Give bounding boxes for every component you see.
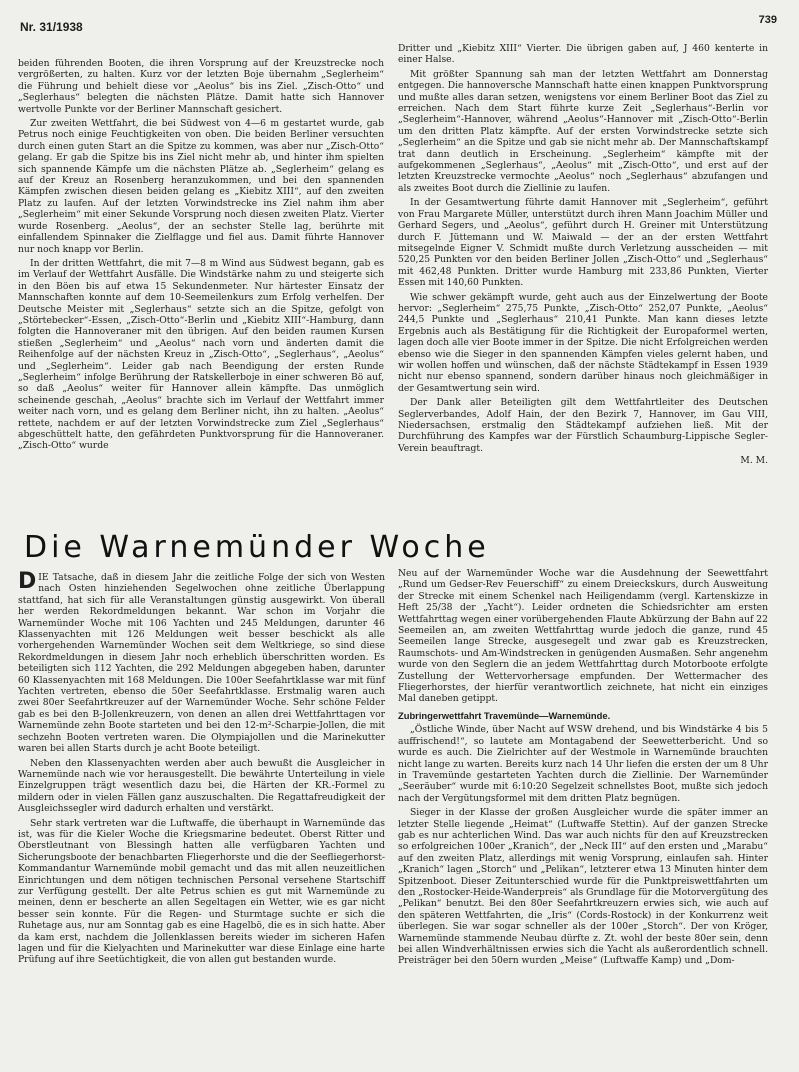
paragraph: Wie schwer gekämpft wurde, geht auch aus der Einzelwertung der Boote hervor: „Seglerheim“ 275,75 Punkte, „Zisch-Otto“ 252,07 Punkte, „Aeolus“ 244,5 Punkte und „Seglerhaus“ 210,41 Punkte. Man kann dieses letzte Ergebnis auch als Bestätigung für die Richtigkeit der Europaformel werten, lagen doch alle vier Boote immer in der Spitze. Die nicht Erfolgreichen werden ebenso wie die Sieger in den spannenden Kämpfen vieles gelernt haben, und wir wollen hoffen und wünschen, daß der nächste Städtekampf in Essen 1939 nicht nur ebenso spannend, sondern darüber hinaus noch gleichmäßiger in der Gesamtwertung sein wird.	[398, 291, 768, 394]
paragraph: Sehr stark vertreten war die Luftwaffe, die überhaupt in Warnemünde das ist, was für die Kieler Woche die Kriegsmarine bedeutet. Oberst Ritter und Oberstleutnant von Blessingh hatten alle verfügbaren Yachten und Sicherungsboote der benachbarten Fliegerhorste und die der Seefliegerhorst-Kommandantur Warnemünde mobil gemacht und das mit allen neuzeitlichen Einrichtungen und dem nötigen technischen Personal versehene Startschiff zur Verfügung gestellt. Der alte Petrus schien es gut mit Warnemünde zu meinen, denn er bescherte an allen Segeltagen ein Wetter, wie es gar nicht besser sein konnte. Für die Regen- und Sturmtage suchte er sich die Ruhetage aus, nur am Sonntag gab es eine Hagelbö, die es in sich hatte. Aber da kam erst, nachdem die Jollenklassen bereits wieder im sicheren Hafen lagen und für die Kielyachten und Marinekutter war diese Einlage eine harte Prüfung auf ihre Seetüchtigkeit, die von allen gut bestanden wurde.	[18, 817, 385, 966]
column-3-article-start	[18, 569, 385, 969]
paragraph: Mit größter Spannung sah man der letzten Wettfahrt am Donnerstag entgegen. Die hannoversche Mannschaft hatte einen knappen Punktvorsprung und mußte alles daran setzen, wenigstens vor einem Berliner Boot das Ziel zu erreichen. Nach dem Start führte kurze Zeit „Seglerhaus“-Berlin vor „Seglerheim“-Hannover, während „Aeolus“-Hannover mit „Zisch-Otto“-Berlin um den dritten Platz kämpfte. Auf der ersten Vorwindstrecke setzte sich „Seglerheim“ an die Spitze und gab sie nicht mehr ab. Der Mannschaftskampf trat dann deutlich in Erscheinung. „Seglerheim“ kämpfte mit der aufgekommenen „Seglerhaus“, „Aeolus“ mit „Zisch-Otto“, und erst auf der letzten Kreuzstrecke vermochte „Aeolus“ noch „Seglerhaus“ abzufangen und als zweites Boot durch die Ziellinie zu laufen.	[398, 68, 768, 194]
paragraph: In der dritten Wettfahrt, die mit 7—8 m Wind aus Südwest begann, gab es im Verlauf der Wettfahrt Ausfälle. Die Windstärke nahm zu und steigerte sich in den Böen bis auf etwa 15 Sekundenmeter. Nur härtester Einsatz der Mannschaften konnte auf dem 10-Seemeilenkurs zum Erfolg verhelfen. Der Deutsche Meister mit „Seglerhaus“ setzte sich an die Spitze, gefolgt von „Störtebecker“-Essen, „Zisch-Otto“-Berlin und „Kiebitz XIII“-Hamburg, dann folgten die Hannoveraner mit den übrigen. Auf den beiden raumen Kursen stießen „Seglerheim“ und „Aeolus“ nach vorn und änderten damit die Reihenfolge auf der nächsten Kreuz in „Zisch-Otto“, „Seglerhaus“, „Aeolus“ und „Seglerheim“. Leider gab nach Beendigung der ersten Runde „Seglerheim“ infolge Berührung der Ratskellerboje in einer schweren Bö auf, so daß „Aeolus“ weiter für Hannover allein kämpfte. Das unmöglich scheinende geschah, „Aeolus“ brachte sich im Verlauf der Wettfahrt immer weiter nach vorn, und es gelang dem Berliner nicht, ihn zu halten. „Aeolus“ rettete, nachdem er auf der letzten Vorwindstrecke zum Ziel „Seglerhaus“ abgeschüttelt hatte, den gefährdeten Punktvorsprung für die Hannoveraner. „Zisch-Otto“ wurde	[18, 257, 384, 452]
paragraph: Sieger in der Klasse der großen Ausgleicher wurde die später immer an letzter Stelle liegende „Heimat“ (Luftwaffe Stettin). Auf der ganzen Strecke gab es nur achterlichen Wind. Das war auch nichts für den auf Kreuzstrecken so erfolgreichen 100er „Kranich“, der „Neck III“ auf den ersten und „Marabu“ auf den zweiten Platz, allerdings mit wenig Vorsprung, einlaufen sah. Hinter „Kranich“ lagen „Storch“ und „Pelikan“, letzterer etwa 13 Minuten hinter dem Spitzenboot. Dieser Zeitunterschied wurde für die Punktpreiswettfahrten um den „Rostocker-Heide-Wanderpreis“ als Grundlage für die Motorvergütung des „Pelikan“ benutzt. Bei den 80er Seefahrtkreuzern erwies sich, wie auch auf den späteren Wettfahrten, die „Iris“ (Cords-Rostock) in der Konkurrenz weit überlegen. Sie war sogar schneller als der 100er „Storch“. Der von Kröger, Warnemünde stammende Neubau dürfte z. Zt. wohl der beste 80er sein, denn bei allen Windverhältnissen erwies sich die Yacht als außerordentlich schnell. Preisträger bei den 50ern wurden „Meise“ (Luftwaffe Kamp) und „Dom-	[398, 807, 768, 967]
lead-text: IE Tatsache, daß in diesem Jahr die zeitliche Folge der sich von Westen nach Osten hinziehenden Segelwochen ohne zeitliche Überlappung stattfand, hat sich für alle Veranstaltungen günstig ausgewirkt. Von überall her werden Rekordmeldungen bekannt. War schon im Vorjahr die Warnemünder Woche mit 106 Yachten und 245 Meldungen, darunter 46 Klassenyachten mit 126 Meldungen weit besser beschickt als alle vorhergehenden Warnemünder Wochen seit dem Weltkriege, so sind diese Rekordmeldungen in diesem Jahr noch erheblich überschritten worden. Es beteiligten sich 112 Yachten, die 292 Meldungen abgegeben haben, darunter 60 Klassenyachten mit 168 Meldungen. Die 100er Seefahrtklasse war mit fünf Yachten vertreten, ebenso die 50er Seefahrtklasse. Erstmalig waren auch zwei 80er Seefahrtkreuzer auf der Warnemünder Woche. Sehr schöne Felder gab es bei den B-Jollenkreuzern, von denen an allen drei Wettfahrttagen vor Warnemünde zehn Boote starteten und bei den 12-m²-Scharpie-Jollen, die mit sechzehn Booten vertreten waren. Die Olympiajollen und die Marinekutter waren bei allen Starts durch je acht Boote beteiligt.	[18, 572, 385, 755]
section-subheading: Zubringerwettfahrt Travemünde—Warnemünde.	[398, 709, 611, 721]
paragraph: Zur zweiten Wettfahrt, die bei Südwest von 4—6 m gestartet wurde, gab Petrus noch einige Feuchtigkeiten von oben. Die beiden Berliner versuchten durch einen guten Start an die Spitze zu kommen, was aber nur „Zisch-Otto“ gelang. Er gab die Spitze bis ins Ziel nicht mehr ab, und hinter ihm spielten sich spannende Kämpfe um die nächsten Plätze ab. „Seglerheim“ gelang es auf der Kreuz an Rosenberg heranzukommen, und bei den spannenden Kämpfen zwischen diesen beiden gelang es „Kiebitz XIII“, auf den zweiten Platz zu laufen. Auf der letzten Vorwindstrecke ins Ziel nahm ihm aber „Seglerheim“ mit einer Sekunde Vorsprung noch diesen zweiten Platz. Vierter wurde Rosenberg. „Aeolus“, der an sechster Stelle lag, berührte mit einfallendem Spinnaker die Zielflagge und fiel aus. Damit führte Hannover nur noch knapp vor Berlin.	[18, 118, 384, 255]
column-1-report-continuation	[18, 58, 384, 455]
page-number: 739	[758, 14, 777, 26]
paragraph: „Östliche Winde, über Nacht auf WSW drehend, und bis Windstärke 4 bis 5 auffrischend!“, so lautete am Montagabend der Seewetterbericht. Und so wurde es auch. Die Zielrichter auf der Westmole in Warnemünde brauchten nicht lange zu warten. Bereits kurz nach 14 Uhr liefen die ersten der um 8 Uhr in Travemünde gestarteten Yachten durch die Ziellinie. Der Warnemünder „Seeräuber“ wurde mit 6:10:20 Segelzeit schnellstes Boot, mußte sich jedoch nach der Vergütungsformel mit dem dritten Platz begnügen.	[398, 724, 768, 804]
paragraph: Neben den Klassenyachten werden aber auch bewußt die Ausgleicher in Warnemünde nach wie vor herausgestellt. Die bewährte Unterteilung in viele Einzelgruppen trägt wesentlich dazu bei, die Härten der KR.-Formel zu mildern oder in vielen Fällen ganz auszuschalten. Die Regattafreudigkeit der Ausgleichssegler wird dadurch erhalten und verstärkt.	[18, 757, 385, 815]
lead-paragraph	[18, 569, 385, 755]
paragraph: In der Gesamtwertung führte damit Hannover mit „Seglerheim“, geführt von Frau Margarete Müller, unterstützt durch ihren Mann Joachim Müller und Gerhard Segers, und „Aeolus“, geführt durch H. Greiner mit Unterstützung durch F. Jüttemann und W. Maiwald — der an der ersten Wettfahrt mitsegelnde Eigner V. Schmidt mußte durch Verletzung ausscheiden — mit 520,25 Punkten vor den beiden Berliner Jollen „Zisch-Otto“ und „Seglerhaus“ mit 462,48 Punkten. Dritter wurde Hamburg mit 233,86 Punkten, Vierter Essen mit 140,60 Punkten.	[398, 197, 768, 289]
author-signature: M. M.	[740, 455, 768, 467]
column-4-article	[398, 568, 768, 970]
paragraph: Neu auf der Warnemünder Woche war die Ausdehnung der Seewettfahrt „Rund um Gedser-Rev Feuerschiff“ zu einem Dreieckskurs, durch Ausweitung der Strecke mit einem Schenkel nach Heiligendamm (vergl. Kartenskizze in Heft 25/38 der „Yacht“). Leider ordneten die Schiedsrichter am ersten Wettfahrttag wegen einer vorübergehenden Flaute Abkürzung der Bahn auf 22 Seemeilen an, am zweiten Wettfahrttag wurde jedoch die ganze, rund 45 Seemeilen lange Strecke, ausgesegelt und zwar gab es Kreuzstrecken, Raumschots- und Am-Windstrecken in genügenden Ausmaßen. Sehr angenehm wurde von den Seglern die an jedem Wettfahrttag durch Motorboote erfolgte Zustellung der Wettervorhersage empfunden. Der Wettermacher des Fliegerhorstes, der hierfür verantwortlich zeichnete, hat nicht ein einziges Mal daneben getippt.	[398, 568, 768, 705]
paragraph: Dritter und „Kiebitz XIII“ Vierter. Die übrigen gaben auf, J 460 kenterte in einer Halse.	[398, 43, 768, 66]
issue-number: Nr. 31/1938	[20, 20, 83, 34]
paragraph: beiden führenden Booten, die ihren Vorsprung auf der Kreuzstrecke noch vergrößerten, zu halten. Kurz vor der letzten Boje übernahm „Seglerheim“ die Führung und behielt diese vor „Aeolus“ bis ins Ziel. „Zisch-Otto“ und „Seglerhaus“ belegten die nächsten Plätze. Damit hatte sich Hannover wertvolle Punkte vor der Berliner Mannschaft gesichert.	[18, 58, 384, 115]
column-2-report-continuation	[398, 43, 768, 467]
article-headline: Die Warnemünder Woche	[24, 530, 490, 565]
drop-cap: D	[18, 569, 37, 594]
paragraph: Der Dank aller Beteiligten gilt dem Wettfahrtleiter des Deutschen Seglerverbandes, Adolf Hain, der den Bezirk 7, Hannover, im Gau VIII, Niedersachsen, erstmalig den Städtekampf aufziehen ließ. Mit der Durchführung des Kampfes war der Fürstlich Schaumburg-Lippische Segler-Verein beauftragt.	[398, 397, 768, 454]
